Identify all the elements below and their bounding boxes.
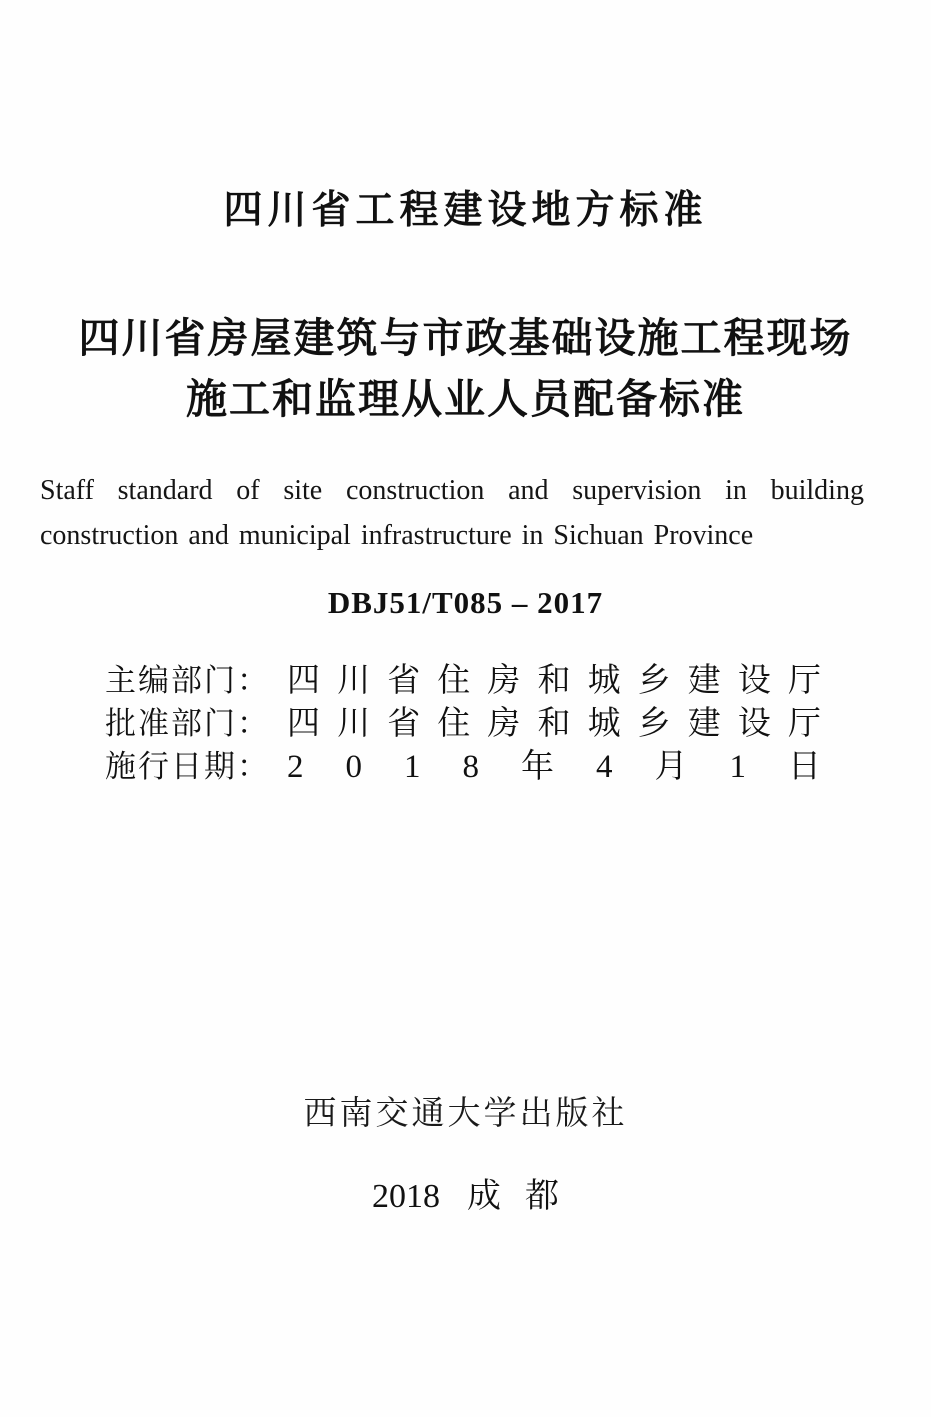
document-title-zh bbox=[0, 308, 931, 430]
publish-city: 成 都 bbox=[467, 1178, 559, 1215]
standard-code: DBJ51/T085 – 2017 bbox=[327, 585, 604, 620]
field-label-approval-dept: 批准部门： bbox=[105, 706, 270, 741]
field-label-chief-editor-dept: 主编部门： bbox=[105, 663, 270, 698]
imprint-line bbox=[0, 1168, 931, 1217]
title-zh-line-1: 四川省房屋建筑与市政基础设施工程现场 bbox=[78, 315, 853, 361]
field-row-effective-date bbox=[105, 745, 821, 788]
publication-fields bbox=[105, 659, 821, 788]
field-row-approval-dept bbox=[105, 702, 821, 745]
title-zh-line-2: 施工和监理从业人员配备标准 bbox=[186, 376, 745, 422]
field-label-effective-date: 施行日期： bbox=[105, 749, 270, 784]
title-en-line-1: Staff standard of site construction and supervision in building bbox=[40, 475, 864, 506]
publish-year: 2018 bbox=[372, 1178, 440, 1215]
field-value-effective-date: 2 0 1 8 年 4 月 1 日 bbox=[287, 749, 821, 785]
publisher-name: 西南交通大学出版社 bbox=[303, 1096, 628, 1132]
document-title-en bbox=[40, 468, 864, 558]
field-value-approval-dept: 四 川 省 住 房 和 城 乡 建 设 厅 bbox=[287, 706, 821, 742]
field-row-chief-editor-dept bbox=[105, 659, 821, 702]
series-label: 四川省工程建设地方标准 bbox=[223, 189, 708, 232]
field-value-chief-editor-dept: 四 川 省 住 房 和 城 乡 建 设 厅 bbox=[287, 663, 821, 699]
title-en-line-2: construction and municipal infrastructure in Sichuan Province bbox=[40, 520, 754, 551]
